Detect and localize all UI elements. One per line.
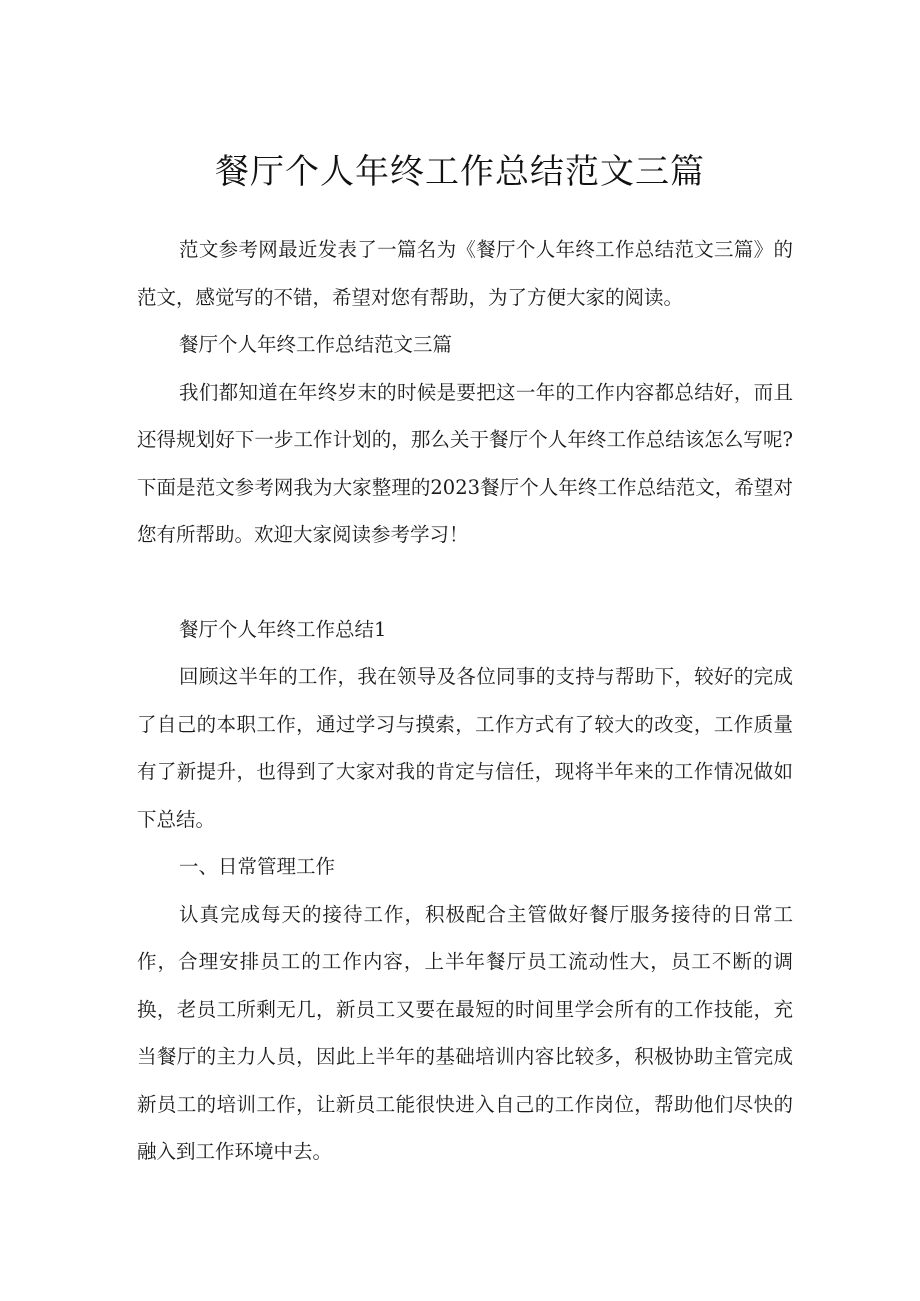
subsection-heading: 一、日常管理工作 — [179, 855, 336, 878]
daily-work-paragraph: 认真完成每天的接待工作，积极配合主管做好餐厅服务接待的日常工作，合理安排员工的工作内容，上半年餐厅员工流动性大，员工不断的调换，老员工所剩无几，新员工又要在最短的时间里学会所有的工作技能，充当餐厅的主力人员，因此上半年的基础培训内容比较多，积极协助主管完成新员工的培训工作，让新员工能很快进入自己的工作岗位，帮助他们尽快的融入到工作环境中去。 — [137, 902, 793, 1163]
intro-paragraph: 范文参考网最近发表了一篇名为《餐厅个人年终工作总结范文三篇》的范文，感觉写的不错，希望对您有帮助，为了方便大家的阅读。 — [137, 238, 793, 309]
review-paragraph: 回顾这半年的工作，我在领导及各位同事的支持与帮助下，较好的完成了自己的本职工作，通过学习与摸索，工作方式有了较大的改变，工作质量有了新提升，也得到了大家对我的肯定与信任，现将半年来的工作情况做如下总结。 — [137, 665, 793, 831]
section-heading: 餐厅个人年终工作总结1 — [179, 617, 387, 641]
document-body — [137, 226, 793, 1176]
document-title: 餐厅个人年终工作总结范文三篇 — [215, 152, 705, 192]
subtitle-paragraph: 餐厅个人年终工作总结范文三篇 — [179, 333, 453, 356]
preface-paragraph: 我们都知道在年终岁末的时候是要把这一年的工作内容都总结好，而且还得规划好下一步工作计划的，那么关于餐厅个人年终工作总结该怎么写呢?下面是范文参考网我为大家整理的2023餐厅个人年终工作总结范文，希望对您有所帮助。欢迎大家阅读参考学习！ — [137, 380, 793, 546]
paragraph-spacer — [137, 559, 793, 606]
